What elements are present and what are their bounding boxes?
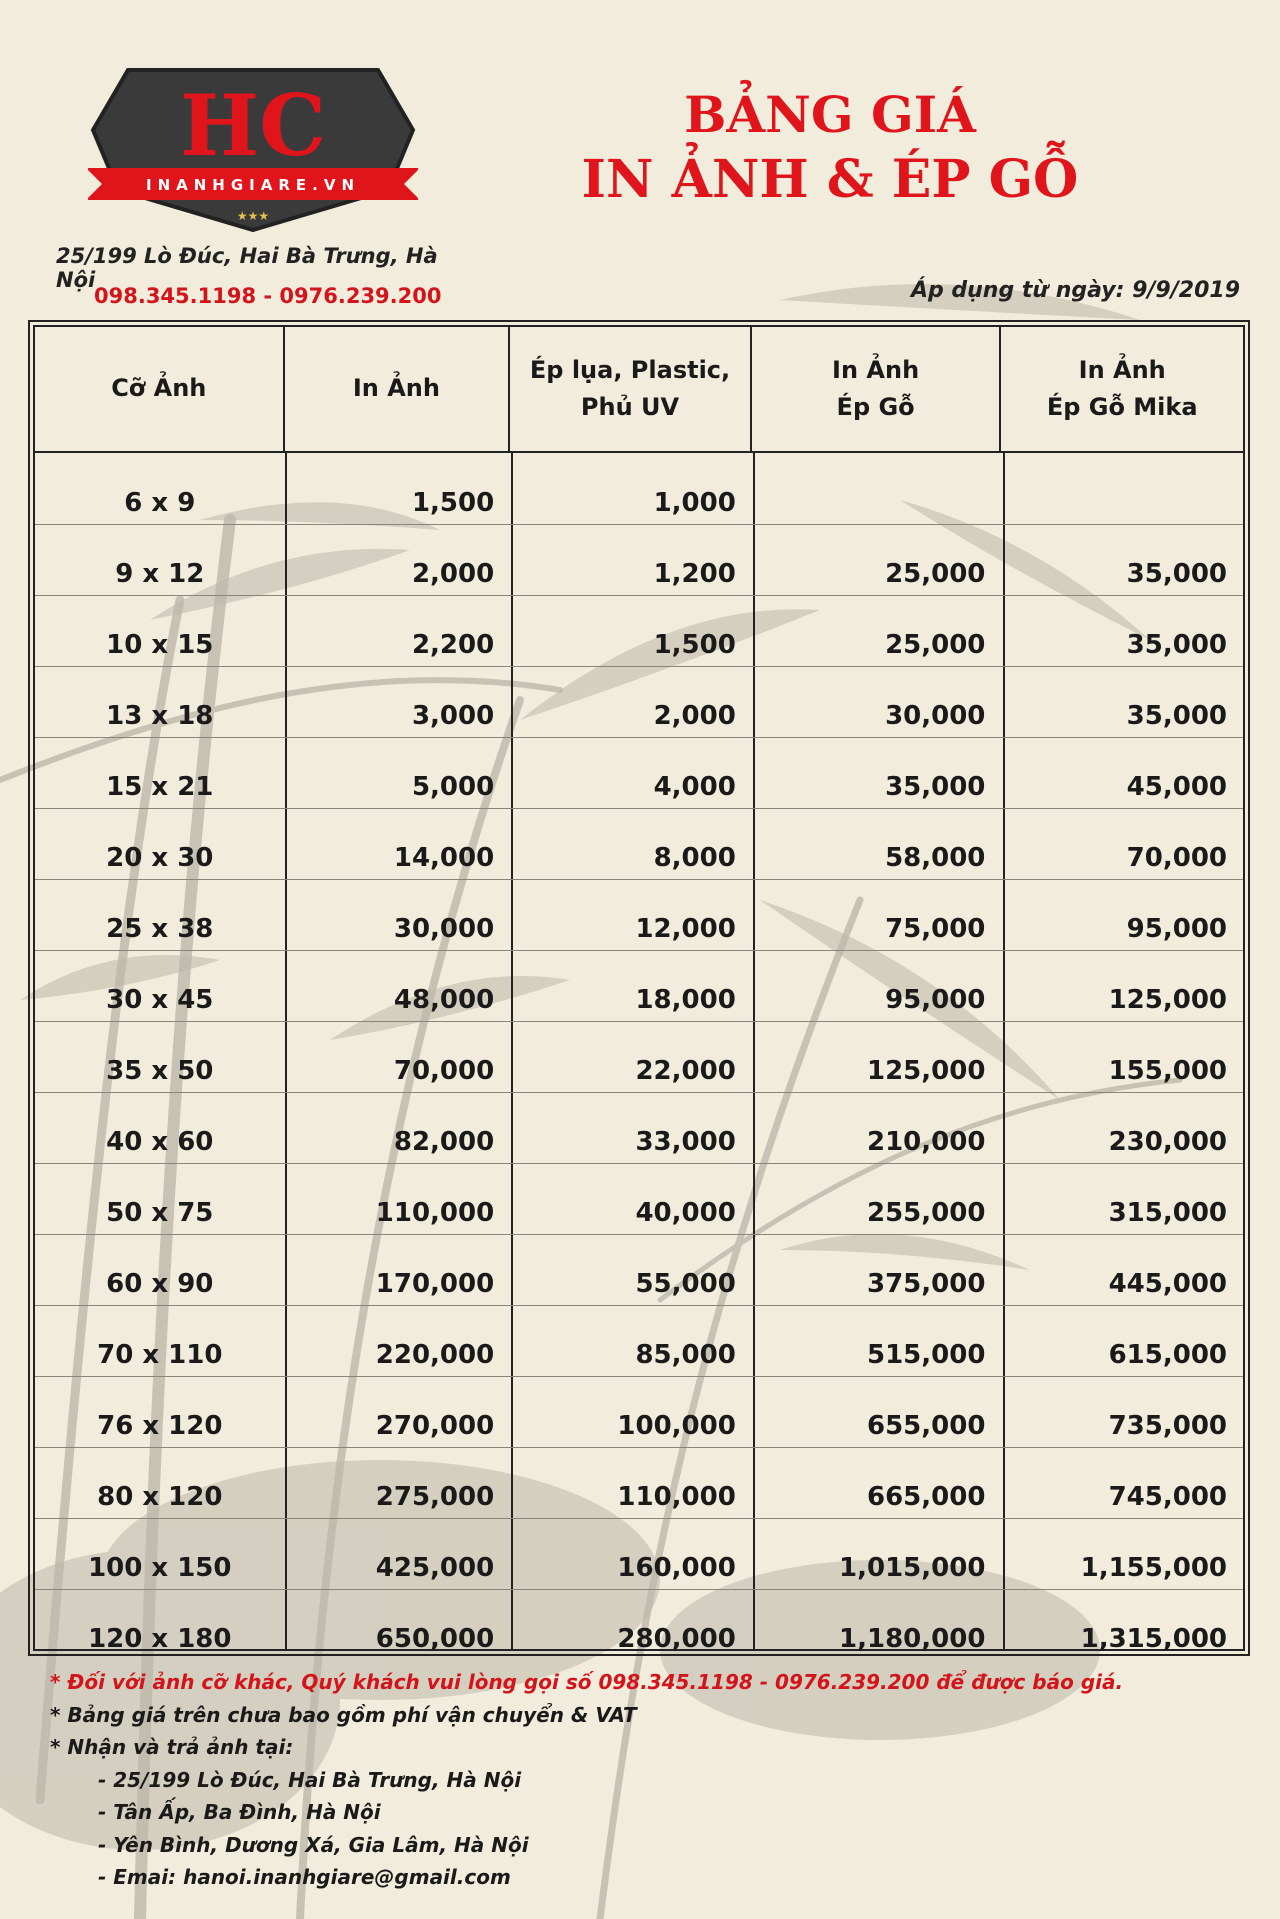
logo <box>88 60 418 235</box>
cell-size: 9 x 12 <box>115 559 205 589</box>
cell-wood: 35,000 <box>885 772 986 802</box>
cell-print: 3,000 <box>411 701 495 731</box>
cell-wood-mika: 35,000 <box>1126 559 1228 589</box>
cell-wood: 95,000 <box>885 985 986 1015</box>
cell-wood-mika: 445,000 <box>1108 1269 1228 1299</box>
table-row <box>35 879 1243 951</box>
cell-wood-mika: 230,000 <box>1108 1127 1228 1157</box>
cell-print: 425,000 <box>375 1553 495 1583</box>
cell-print: 270,000 <box>375 1411 495 1441</box>
cell-laminate: 2,000 <box>653 701 736 731</box>
cell-size: 80 x 120 <box>97 1482 223 1512</box>
table-header <box>35 327 1243 453</box>
cell-laminate: 100,000 <box>617 1411 736 1441</box>
title-line-1: BẢNG GIÁ <box>684 85 976 144</box>
cell-size: 10 x 15 <box>106 630 214 660</box>
cell-size: 13 x 18 <box>106 701 214 731</box>
header-size: Cỡ Ảnh <box>35 327 285 451</box>
cell-size: 40 x 60 <box>106 1127 214 1157</box>
cell-print: 14,000 <box>393 843 495 873</box>
cell-size: 15 x 21 <box>106 772 214 802</box>
header-wood: In Ảnh Ép Gỗ <box>752 327 1002 451</box>
table-row <box>35 1376 1243 1448</box>
title-line-2: IN ẢNH & ÉP GỖ <box>581 148 1079 210</box>
notes <box>50 1666 1250 1894</box>
table-row <box>35 1518 1243 1590</box>
cell-wood-mika: 745,000 <box>1108 1482 1228 1512</box>
cell-print: 1,500 <box>411 488 495 518</box>
cell-wood: 125,000 <box>866 1056 986 1086</box>
cell-print: 2,000 <box>411 559 495 589</box>
cell-size: 6 x 9 <box>124 488 196 518</box>
table-row <box>35 666 1243 738</box>
note-pickup: * Nhận và trả ảnh tại: <box>50 1735 294 1759</box>
cell-size: 76 x 120 <box>97 1411 223 1441</box>
location-item: - Emai: hanoi.inanhgiare@gmail.com <box>98 1865 511 1889</box>
cell-wood-mika: 155,000 <box>1108 1056 1228 1086</box>
cell-size: 50 x 75 <box>106 1198 214 1228</box>
table-row <box>35 453 1243 525</box>
cell-print: 110,000 <box>375 1198 495 1228</box>
cell-wood-mika: 1,315,000 <box>1080 1624 1228 1654</box>
cell-laminate: 1,000 <box>653 488 736 518</box>
cell-wood-mika: 70,000 <box>1126 843 1228 873</box>
table-row <box>35 595 1243 667</box>
cell-laminate: 85,000 <box>635 1340 736 1370</box>
logo-emblem-icon <box>88 60 418 235</box>
cell-wood-mika: 1,155,000 <box>1080 1553 1228 1583</box>
cell-print: 275,000 <box>375 1482 495 1512</box>
cell-wood: 58,000 <box>885 843 986 873</box>
header-wood-mika: In Ảnh Ép Gỗ Mika <box>1046 355 1198 421</box>
cell-size: 60 x 90 <box>106 1269 214 1299</box>
note-vat: * Bảng giá trên chưa bao gồm phí vận chuyển & VAT <box>50 1702 637 1727</box>
cell-size: 30 x 45 <box>106 985 214 1015</box>
cell-print: 70,000 <box>393 1056 495 1086</box>
table-row <box>35 1163 1243 1235</box>
cell-laminate: 110,000 <box>617 1482 736 1512</box>
location-item: - Yên Bình, Dương Xá, Gia Lâm, Hà Nội <box>98 1832 529 1857</box>
cell-print: 2,200 <box>411 630 495 660</box>
cell-wood-mika: 45,000 <box>1126 772 1228 802</box>
header-laminate: Ép lụa, Plastic, Phủ UV <box>510 327 752 451</box>
cell-wood: 1,180,000 <box>839 1624 986 1654</box>
table-row <box>35 950 1243 1022</box>
table-row <box>35 1021 1243 1093</box>
table-row <box>35 1234 1243 1306</box>
table-row <box>35 1092 1243 1164</box>
cell-laminate: 280,000 <box>617 1624 736 1654</box>
cell-wood <box>752 453 1002 524</box>
cell-size: 25 x 38 <box>106 914 214 944</box>
cell-wood-mika: 735,000 <box>1108 1411 1228 1441</box>
cell-laminate: 40,000 <box>635 1198 736 1228</box>
cell-size: 35 x 50 <box>106 1056 214 1086</box>
cell-wood-mika: 35,000 <box>1126 701 1228 731</box>
cell-laminate: 8,000 <box>653 843 736 873</box>
cell-laminate: 4,000 <box>653 772 736 802</box>
cell-wood: 75,000 <box>885 914 986 944</box>
cell-wood: 1,015,000 <box>839 1553 986 1583</box>
logo-letters: HC <box>179 76 327 175</box>
cell-wood: 375,000 <box>866 1269 986 1299</box>
cell-print: 650,000 <box>375 1624 495 1654</box>
shop-phones: 098.345.1198 - 0976.239.200 <box>94 284 442 308</box>
cell-print: 5,000 <box>411 772 495 802</box>
logo-site: INANHGIARE.VN <box>145 176 361 194</box>
table-row <box>35 524 1243 596</box>
cell-wood-mika: 315,000 <box>1108 1198 1228 1228</box>
cell-print: 82,000 <box>393 1127 495 1157</box>
cell-wood: 25,000 <box>885 630 986 660</box>
cell-wood: 655,000 <box>866 1411 986 1441</box>
cell-wood-mika: 95,000 <box>1126 914 1228 944</box>
cell-print: 48,000 <box>393 985 495 1015</box>
location-item: - Tân Ấp, Ba Đình, Hà Nội <box>98 1800 381 1824</box>
cell-print: 220,000 <box>375 1340 495 1370</box>
table-row <box>35 1447 1243 1519</box>
cell-wood-mika <box>1001 453 1243 524</box>
cell-wood: 30,000 <box>885 701 986 731</box>
cell-size: 120 x 180 <box>88 1624 232 1654</box>
location-item: - 25/199 Lò Đúc, Hai Bà Trưng, Hà Nội <box>98 1767 522 1792</box>
cell-wood-mika: 35,000 <box>1126 630 1228 660</box>
cell-wood: 665,000 <box>866 1482 986 1512</box>
cell-size: 20 x 30 <box>106 843 214 873</box>
cell-laminate: 1,500 <box>653 630 736 660</box>
cell-laminate: 160,000 <box>617 1553 736 1583</box>
table-row <box>35 737 1243 809</box>
note-other-sizes: * Đối với ảnh cỡ khác, Quý khách vui lòng gọi số 098.345.1198 - 0976.239.200 để được báo giá. <box>50 1670 1124 1694</box>
cell-laminate: 12,000 <box>635 914 736 944</box>
cell-laminate: 1,200 <box>653 559 736 589</box>
cell-wood-mika: 125,000 <box>1108 985 1228 1015</box>
cell-wood-mika: 615,000 <box>1108 1340 1228 1370</box>
apply-date: Áp dụng từ ngày: 9/9/2019 <box>910 278 1240 303</box>
price-table <box>28 320 1250 1656</box>
cell-print: 30,000 <box>393 914 495 944</box>
cell-laminate: 55,000 <box>635 1269 736 1299</box>
table-row <box>35 1589 1243 1660</box>
page-title <box>560 84 1100 212</box>
cell-wood: 25,000 <box>885 559 986 589</box>
header-print: In Ảnh <box>285 327 511 451</box>
cell-print: 170,000 <box>375 1269 495 1299</box>
logo-stars-icon: ★★★ <box>236 209 270 223</box>
cell-size: 70 x 110 <box>97 1340 223 1370</box>
cell-laminate: 18,000 <box>635 985 736 1015</box>
table-row <box>35 1305 1243 1377</box>
cell-wood: 210,000 <box>866 1127 986 1157</box>
table-body <box>35 453 1243 1654</box>
cell-wood: 255,000 <box>866 1198 986 1228</box>
shop-address: 25/199 Lò Đúc, Hai Bà Trưng, Hà Nội <box>56 244 438 292</box>
cell-laminate: 33,000 <box>635 1127 736 1157</box>
table-row <box>35 808 1243 880</box>
cell-laminate: 22,000 <box>635 1056 736 1086</box>
cell-wood: 515,000 <box>866 1340 986 1370</box>
cell-size: 100 x 150 <box>88 1553 232 1583</box>
